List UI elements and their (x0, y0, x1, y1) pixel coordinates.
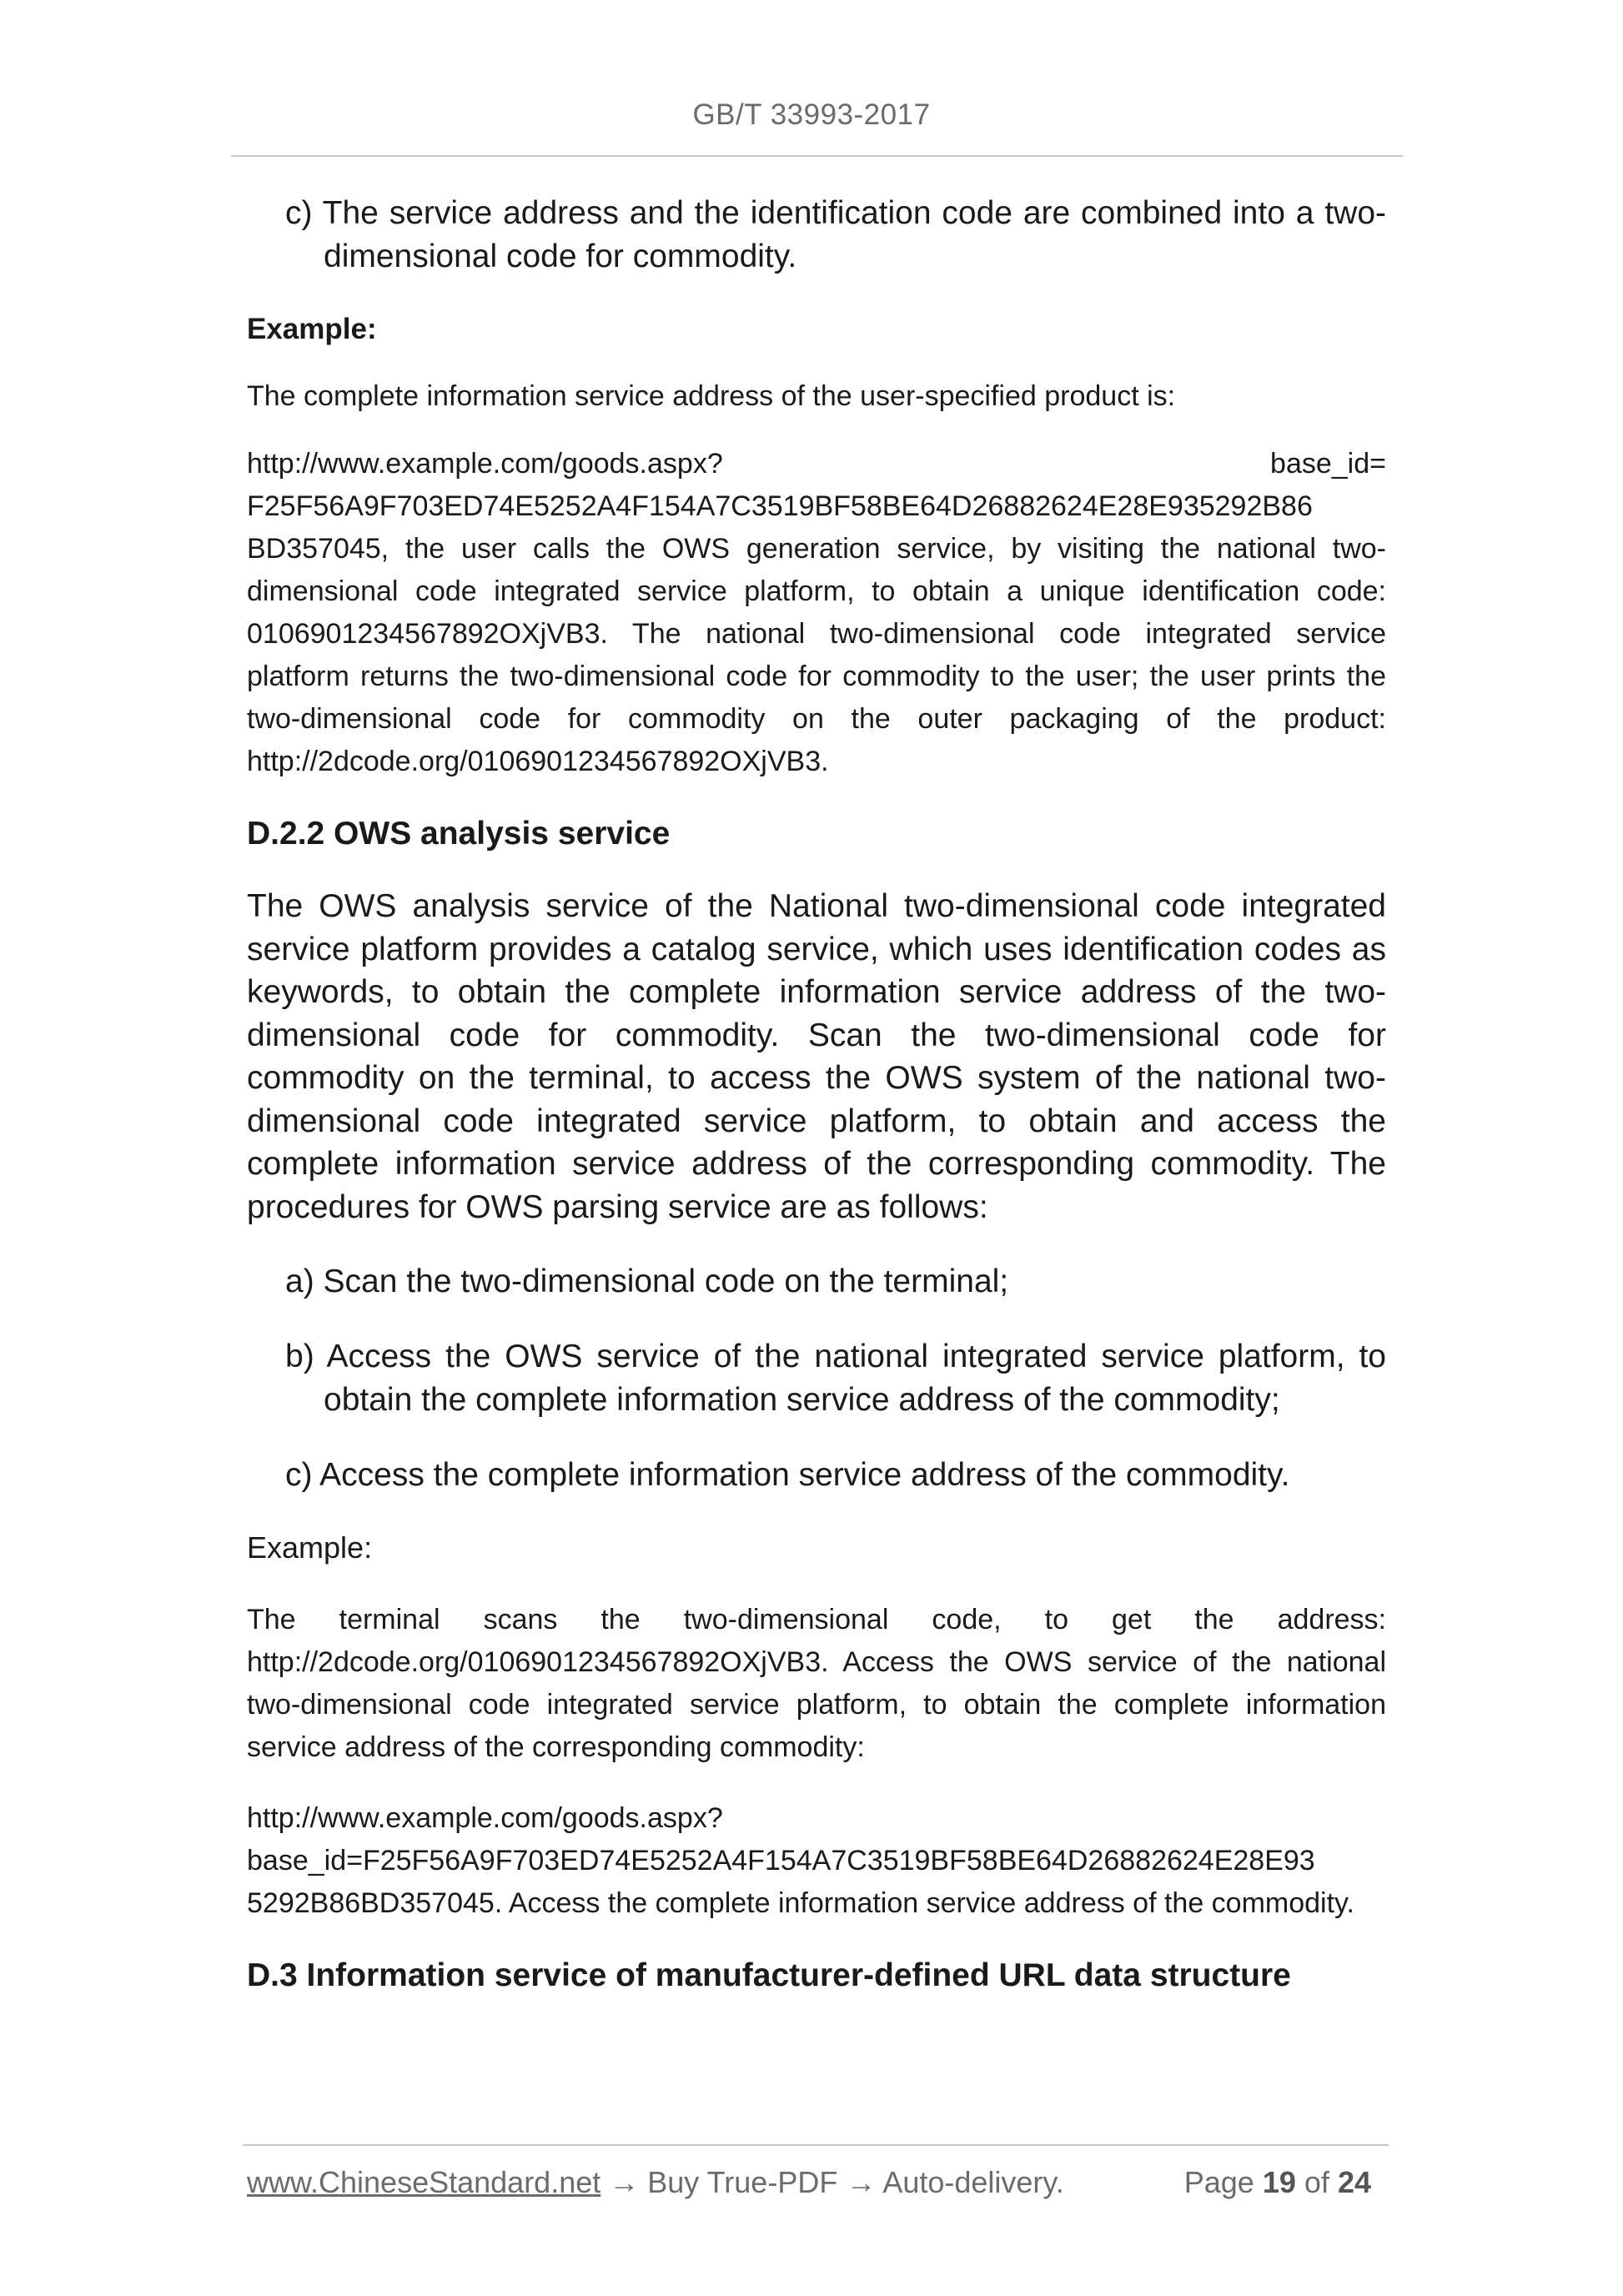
example-1-url-line (247, 443, 1386, 485)
document-id-header: GB/T 33993-2017 (692, 98, 931, 131)
page-indicator (1184, 2165, 1371, 2200)
example-1-intro: The complete information service address of the user-specified product is: (247, 380, 1176, 412)
example-2-text: The terminal scans the two-dimensional code, to get the address: http://2dcode.org/0106901234567892OXjVB3. Access the OWS service of the national two-dimensional code integrated service platform, to obtain the complete information service address of the corresponding commodity: (247, 1604, 1386, 1763)
list-item-c-combine: c) The service address and the identification code are combined into a two-dimensional code for commodity. (285, 195, 1386, 274)
list-item-c-access: c) Access the complete information service address of the commodity. (285, 1457, 1290, 1493)
example-label-1: Example: (247, 313, 377, 345)
example-2-text-continued: base_id=F25F56A9F703ED74E5252A4F154A7C3519BF58BE64D26882624E28E93 5292B86BD357045. Access the complete information service address of the commodity. (247, 1845, 1354, 1919)
page-footer (247, 2165, 1386, 2200)
footer-promo: → Buy True-PDF → Auto-delivery. (600, 2165, 1064, 2199)
section-heading-d3: D.3 Information service of manufacturer-defined URL data structure (247, 1957, 1291, 1993)
d22-paragraph: The OWS analysis service of the National two-dimensional code integrated service platform provides a catalog service, which uses identification codes as keywords, to obtain the complete information service address of the two-dimensional code for commodity. Scan the two-dimensional code for commodity on the terminal, to access the OWS system of the national two-dimensional code integrated service platform, to obtain and access the complete information service address of the corresponding commodity. The procedures for OWS parsing service are as follows: (247, 888, 1386, 1225)
header-divider (231, 155, 1403, 157)
footer-left (247, 2165, 1064, 2200)
page-content (247, 192, 1386, 1998)
chinesestandard-link[interactable]: www.ChineseStandard.net (247, 2165, 601, 2199)
example-1-text: F25F56A9F703ED74E5252A4F154A7C3519BF58BE64D26882624E28E935292B86 BD357045, the user calls the OWS generation service, by visiting the national two-dimensional code integrated service platform, to obtain a unique identification code: 0106901234567892OXjVB3. The national two-dimensional code integrated service platform returns the two-dimensional code for commodity to the user; the user prints the two-dimensional code for commodity on the outer packaging of the product: http://2dcode.org/0106901234567892OXjVB3. (247, 490, 1386, 777)
page-total: 24 (1337, 2165, 1371, 2199)
section-heading-d22: D.2.2 OWS analysis service (247, 816, 671, 852)
of-word: of (1304, 2165, 1329, 2199)
example-1-url-param: base_id= (1270, 448, 1386, 480)
example-1-url: http://www.example.com/goods.aspx? (247, 448, 723, 480)
list-item-a: a) Scan the two-dimensional code on the terminal; (285, 1264, 1009, 1299)
page-number: 19 (1262, 2165, 1296, 2199)
example-label-2: Example: (247, 1530, 373, 1565)
page-word: Page (1183, 2165, 1254, 2199)
example-2-url: http://www.example.com/goods.aspx? (247, 1802, 723, 1834)
list-item-b: b) Access the OWS service of the national integrated service platform, to obtain the complete information service address of the commodity; (285, 1339, 1386, 1418)
footer-divider (243, 2144, 1389, 2146)
